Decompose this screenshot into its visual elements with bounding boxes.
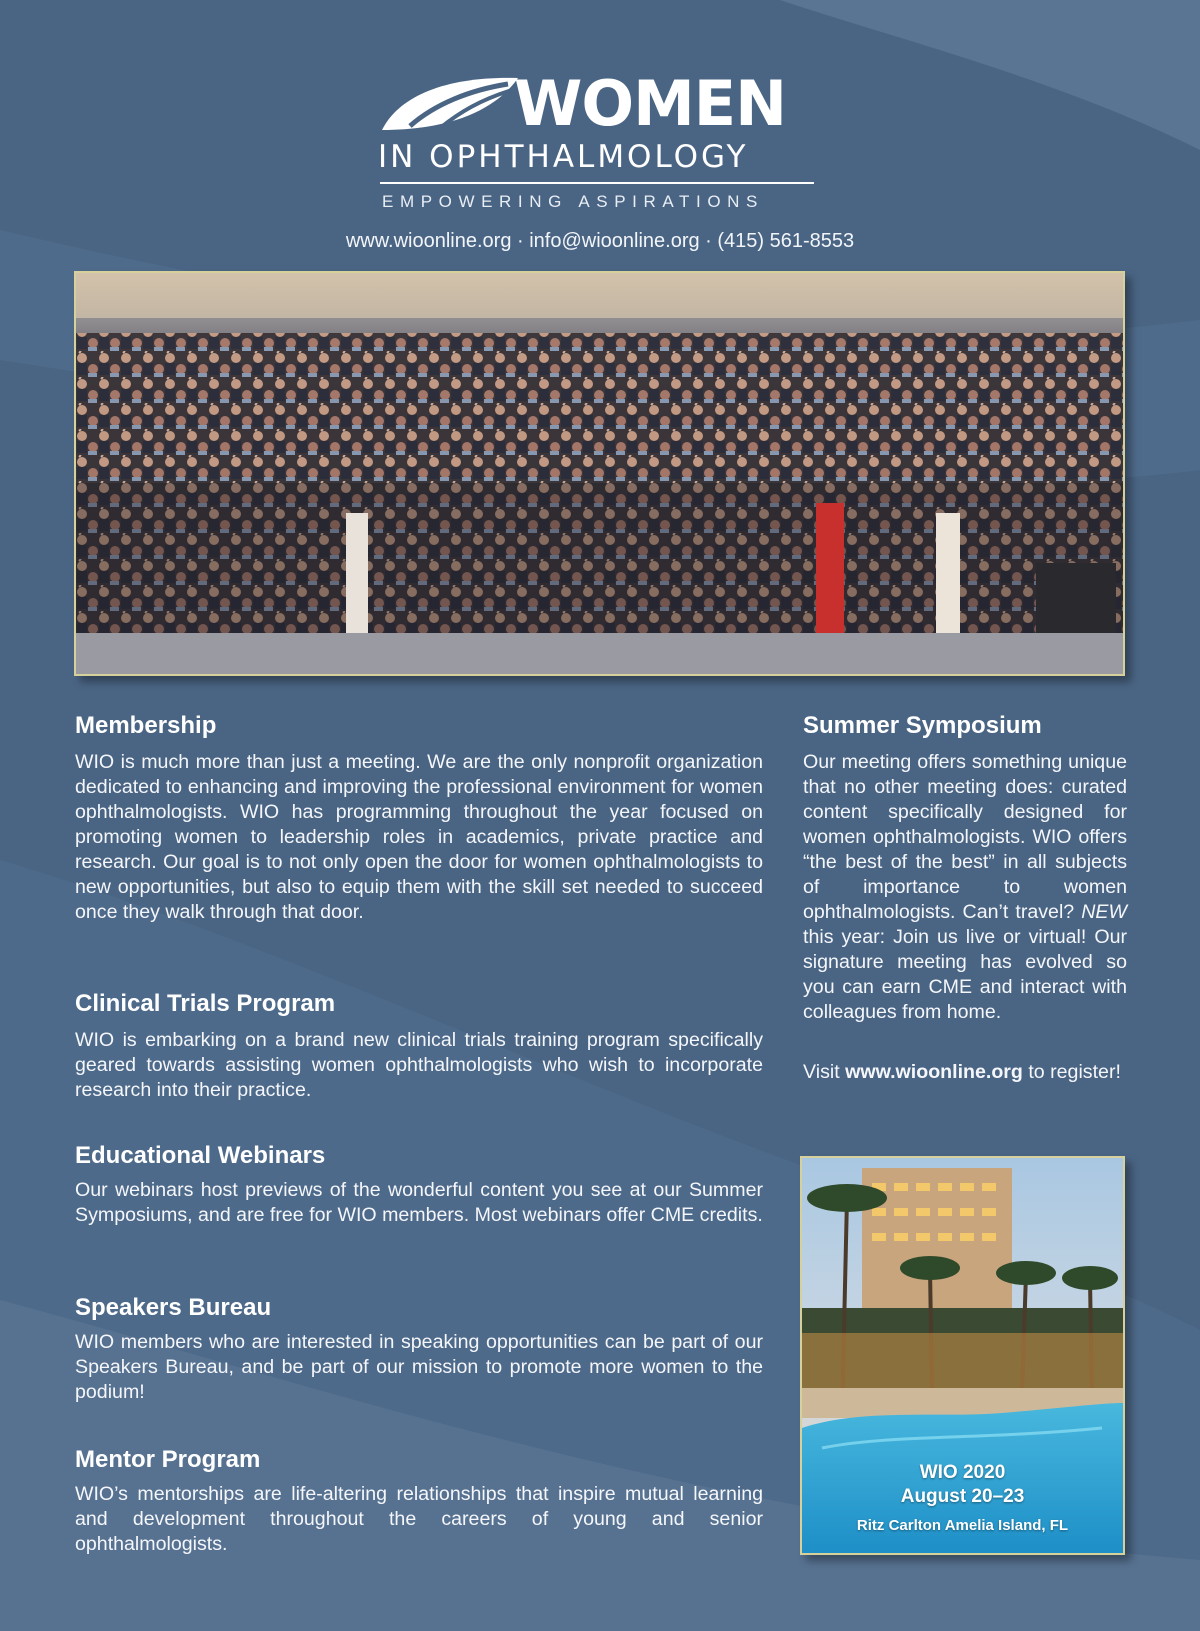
mentor-body: WIO’s mentorships are life-altering relationships that inspire mutual learning and development throughout the careers of young and senior ophthalmologists. bbox=[75, 1483, 763, 1555]
visit-prefix: Visit bbox=[803, 1061, 846, 1083]
symposium-body bbox=[803, 750, 1127, 1025]
event-location: Ritz Carlton Amelia Island, FL bbox=[856, 1517, 1069, 1534]
logo-divider bbox=[380, 182, 814, 184]
webinars-heading: Educational Webinars bbox=[75, 1142, 326, 1169]
symposium-text-2: this year: Join us live or virtual! Our signature meeting has evolved so you can earn CME and interact with colleagues from home. bbox=[803, 926, 1127, 1023]
clinical-trials-heading: Clinical Trials Program bbox=[75, 990, 336, 1017]
symposium-new: NEW bbox=[1081, 901, 1127, 923]
membership-body: WIO is much more than just a meeting. We are the only nonprofit organization dedicated to enhancing and improving the professional environment for women ophthalmologists. WIO has programming throughout the year focused on promoting women to leadership roles in academics, private practice and research. Our goal is to not only open the door for women ophthalmologists to new opportunities, but also to equip them with the skill set needed to succeed once they walk through that door. bbox=[75, 751, 763, 923]
logo-word: WOMEN bbox=[514, 67, 787, 140]
webinars-body: Our webinars host previews of the wonderful content you see at our Summer Symposiums, and are free for WIO members. Most webinars offer CME credits. bbox=[75, 1179, 763, 1226]
symposium-text-1: Our meeting offers something unique that no other meeting does: curated content specifically designed for women ophthalmologists. WIO offers “the best of the best” in all subjects of importance to women ophthalmologists. Can’t travel? bbox=[803, 751, 1127, 923]
visit-suffix: to register! bbox=[1022, 1061, 1121, 1083]
clinical-trials-body: WIO is embarking on a brand new clinical trials training program specifically geared towards assisting women ophthalmologists who wish to incorporate research into their practice. bbox=[75, 1029, 763, 1101]
logo-subtitle: IN OPHTHALMOLOGY bbox=[378, 139, 749, 175]
speakers-body: WIO members who are interested in speaking opportunities can be part of our Speakers Bureau, and be part of our mission to promote more women to the podium! bbox=[75, 1331, 763, 1403]
membership-heading: Membership bbox=[75, 712, 217, 739]
symposium-heading: Summer Symposium bbox=[803, 712, 1042, 739]
logo-tagline: EMPOWERING ASPIRATIONS bbox=[382, 192, 764, 211]
mentor-heading: Mentor Program bbox=[75, 1446, 261, 1473]
visit-link[interactable]: www.wioonline.org bbox=[845, 1061, 1023, 1083]
resort-photo bbox=[800, 1156, 1125, 1555]
event-dates: August 20–23 bbox=[900, 1486, 1025, 1507]
leaf-logo-mark bbox=[380, 74, 520, 132]
speakers-heading: Speakers Bureau bbox=[75, 1294, 272, 1321]
wio-logo bbox=[378, 67, 820, 222]
group-photo bbox=[74, 271, 1125, 676]
group-photo-illustration bbox=[76, 273, 1123, 674]
contact-line: www.wioonline.org · info@wioonline.org · (415) 561-8553 bbox=[345, 230, 855, 252]
symposium-visit bbox=[803, 1060, 1127, 1085]
event-name: WIO 2020 bbox=[919, 1462, 1006, 1483]
